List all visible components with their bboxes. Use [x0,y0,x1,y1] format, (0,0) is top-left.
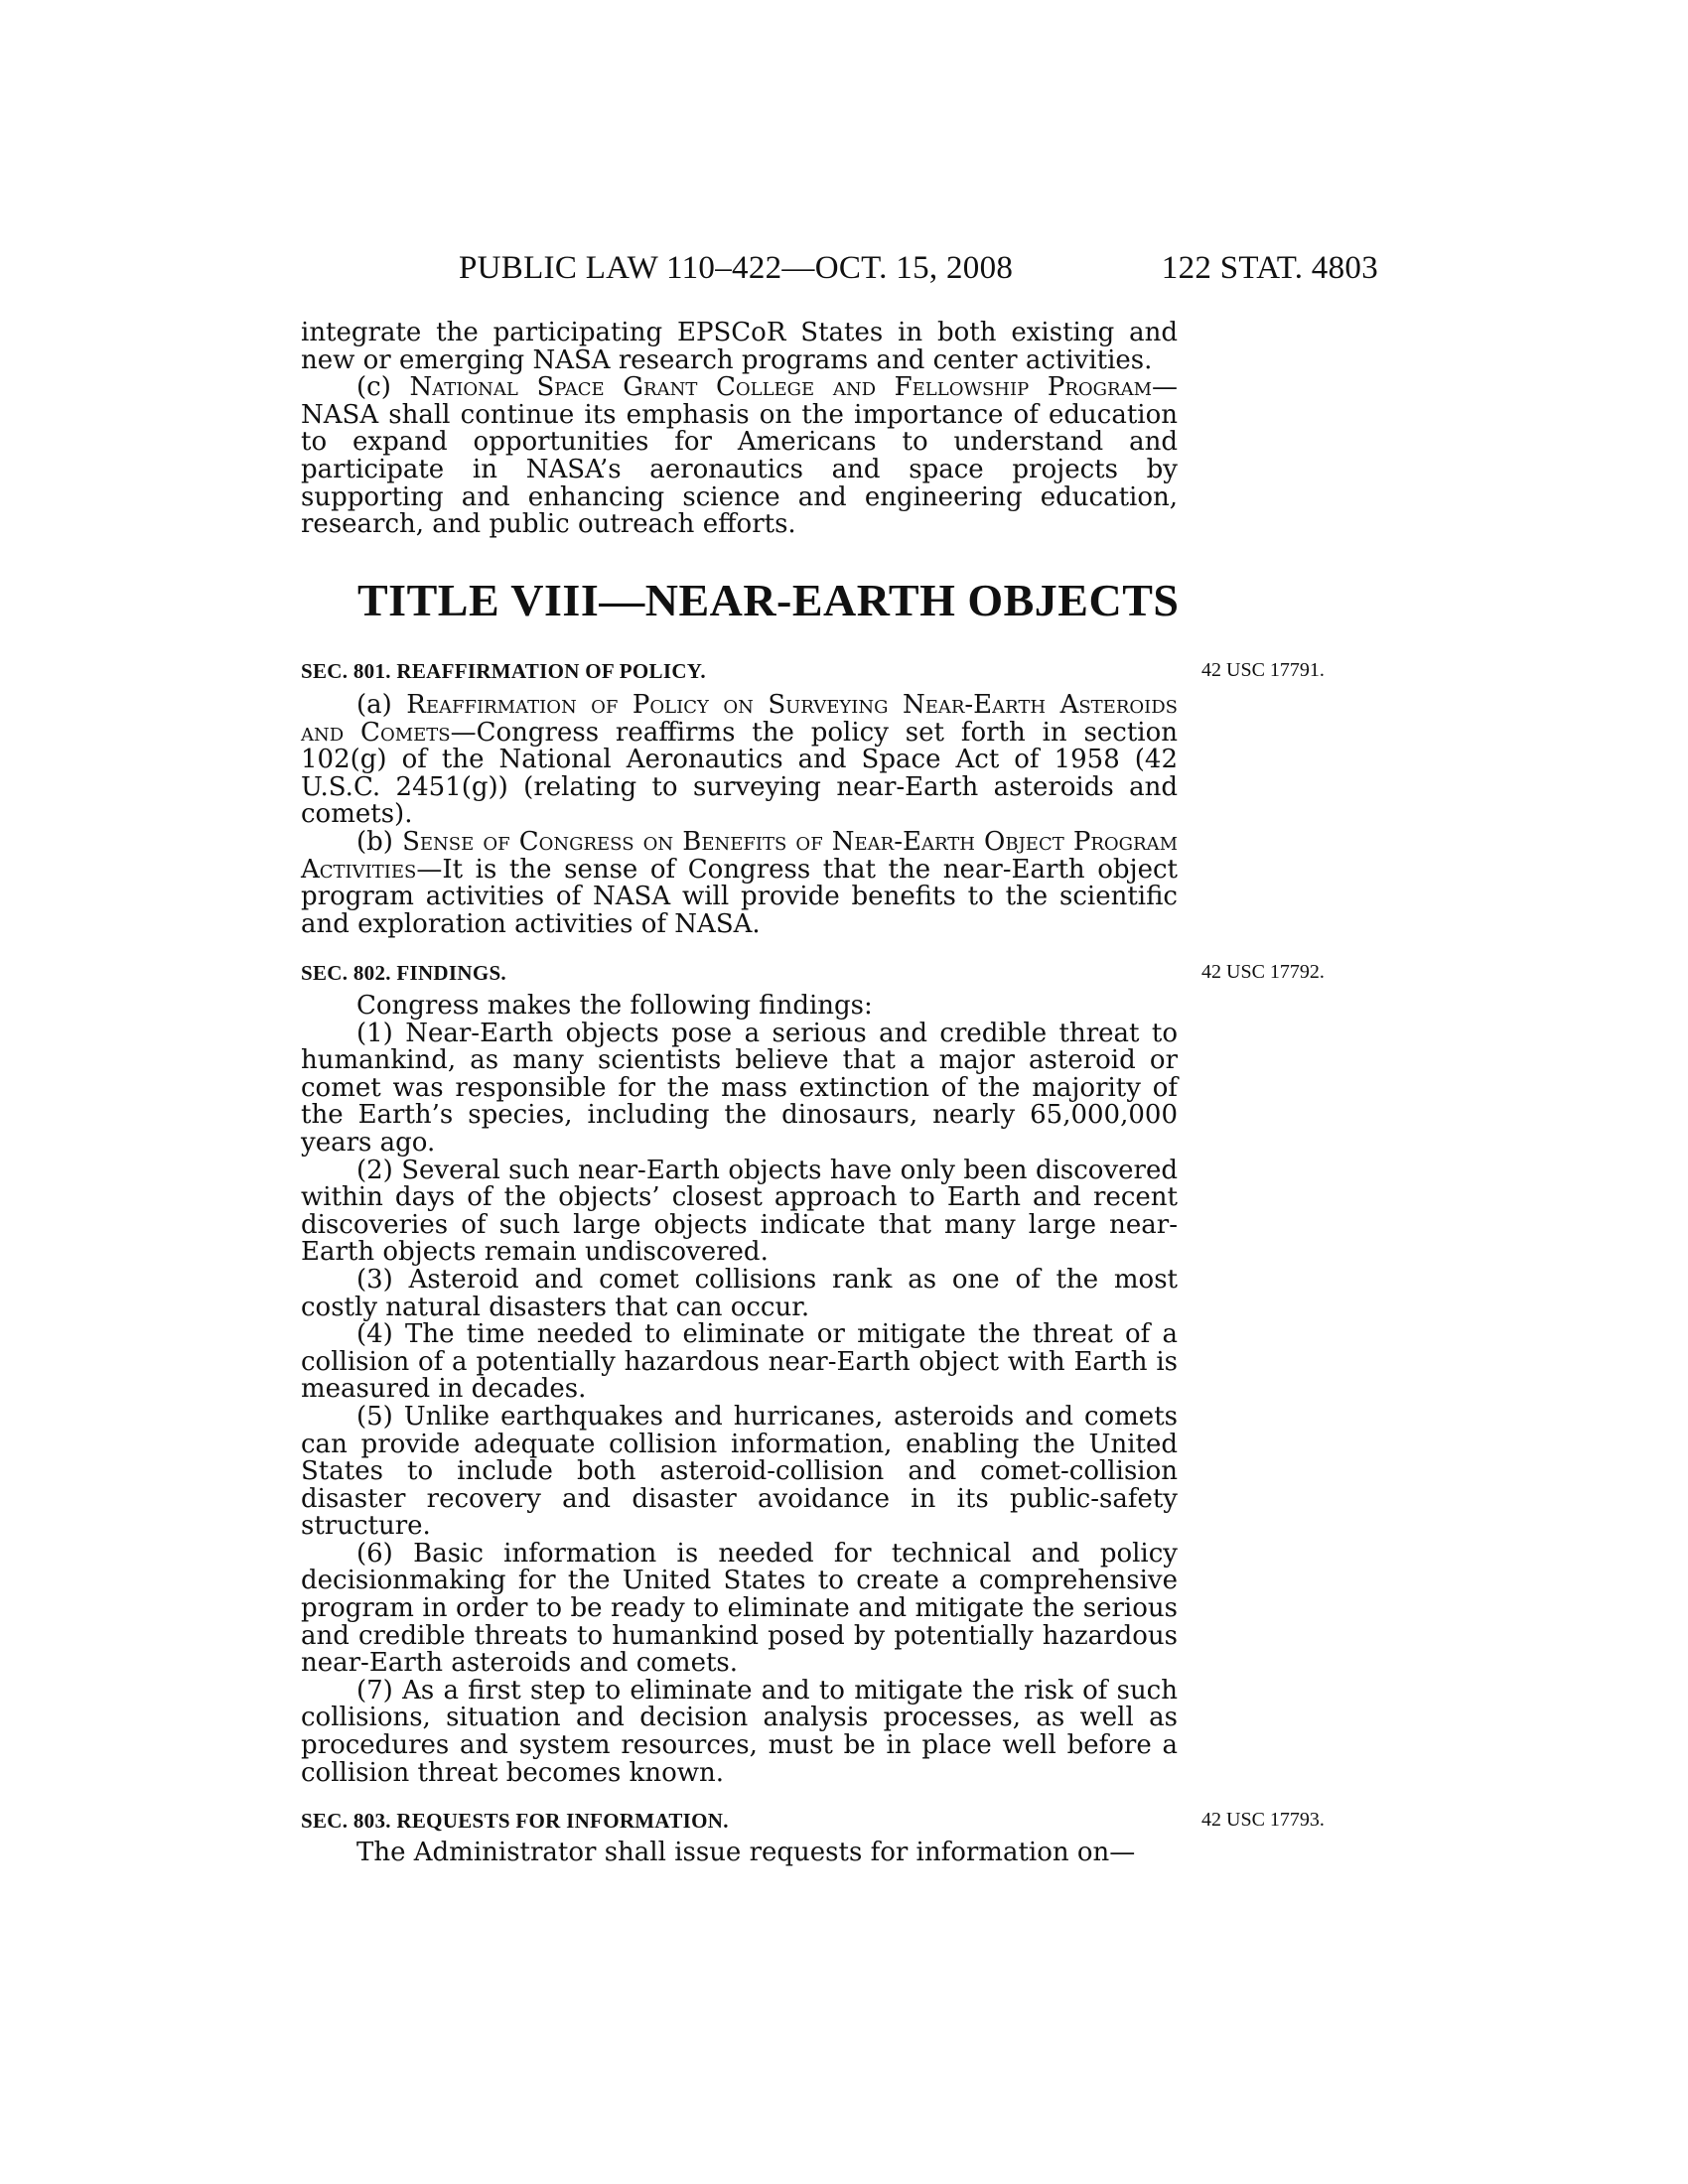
finding-3: (3) Asteroid and comet collisions rank as one of the most costly natural disasters that can occur. [301,1264,1178,1322]
running-header [459,250,1378,290]
sec-801-margin-note: 42 USC 17791. [1201,659,1325,681]
sec-802-margin-note: 42 USC 17792. [1201,961,1325,983]
sec-801-heading: SEC. 801. REAFFIRMATION OF POLICY. [301,659,706,683]
subsection-801a-text: —Congress reaffirms the policy set forth in section 102(g) of the National Aeronautics and Space Act of 1958 (42 U.S.C. 2451(g)) (relating to surveying near-Earth asteroids and comets). [301,717,1178,830]
subsection-801a [301,692,1178,829]
sec-803-margin-note: 42 USC 17793. [1201,1809,1325,1831]
header-law-citation: PUBLIC LAW 110–422—OCT. 15, 2008 [459,250,1014,286]
subsection-801b-heading: Sense of Congress on Benefits of Near-Earth Object Program Activities [301,826,1179,885]
subsection-c [301,374,1178,539]
finding-1: (1) Near-Earth objects pose a serious and credible threat to humankind, as many scientists believe that a major asteroid or comet was responsible for the mass extinction of the majority of the Earth’s species, including the dinosaurs, nearly 65,000,000 years ago. [301,1018,1178,1158]
sec-801-body [301,692,1178,938]
header-stat-page: 122 STAT. 4803 [1161,250,1378,286]
finding-7: (7) As a first step to eliminate and to mitigate the risk of such collisions, situation and decision analysis processes, as well as procedures and system resources, must be in place well before a collision threat becomes known. [301,1675,1178,1788]
sec-803-text: The Administrator shall issue requests for information on— [356,1838,1136,1867]
finding-5: (5) Unlike earthquakes and hurricanes, asteroids and comets can provide adequate collision information, enabling the United States to include both asteroid-collision and comet-collision disaster recovery and disaster avoidance in its public-safety structure. [301,1401,1178,1542]
subsection-801b [301,826,1179,939]
subsection-801b-marker: (b) [356,826,393,857]
continuation-paragraph: integrate the participating EPSCoR States in both existing and new or emerging NASA research programs and center activities. [301,318,1178,375]
subsection-801a-heading: Reaffirmation of Policy on Surveying Near-Earth Asteroids and Comets [301,690,1179,748]
sec-802-body [301,993,1178,1787]
sec-802-heading: SEC. 802. FINDINGS. [301,961,506,985]
subsection-801a-marker: (a) [356,690,392,720]
finding-4: (4) The time needed to eliminate or mitigate the threat of a collision of a potentially hazardous near-Earth object with Earth is measured in decades. [301,1319,1178,1405]
sec-803-heading: SEC. 803. REQUESTS FOR INFORMATION. [301,1809,729,1833]
subsection-c-heading: National Space Grant College and Fellowship Program [409,372,1153,403]
sec-803-body [301,1840,1178,1867]
subsection-c-text: —NASA shall continue its emphasis on the importance of education to expand opportunities for Americans to understand and participate in NASA’s aeronautics and space projects by supporting and enhancing science and engineering education, research, and public outreach efforts. [301,372,1179,540]
finding-2: (2) Several such near-Earth objects have only been discovered within days of the objects’ closest approach to Earth and recent discoveries of such large objects indicate that many large near-Earth objects remain undiscovered. [301,1155,1178,1268]
subsection-c-marker: (c) [356,372,391,403]
intro-block [301,320,1178,539]
title-heading: TITLE VIII—NEAR-EARTH OBJECTS [357,575,1180,625]
finding-6: (6) Basic information is needed for technical and policy decisionmaking for the United States to create a comprehensive program in order to be ready to eliminate and mitigate the serious and credible threats to humankind posed by potentially hazardous near-Earth asteroids and comets. [301,1538,1178,1679]
subsection-801b-text: —It is the sense of Congress that the near-Earth object program activities of NASA will provide benefits to the scientific and exploration activities of NASA. [301,854,1178,939]
findings-lead: Congress makes the following findings: [356,991,873,1021]
